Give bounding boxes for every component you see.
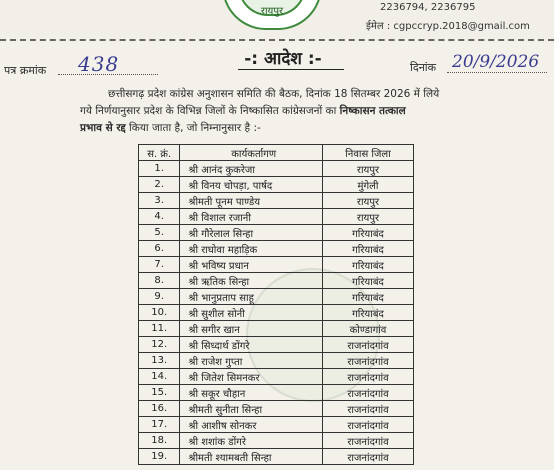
email-address: ईमेल : cgpccryp.2018@gmail.com <box>366 21 530 32</box>
row-name: श्री शशांक डोंगरे <box>180 433 323 449</box>
row-district: मुंगेली <box>323 177 414 193</box>
table-row <box>139 417 414 433</box>
table-row <box>139 273 414 289</box>
body-line-1: छत्तीसगढ़ प्रदेश कांग्रेस अनुशासन समिति की बैठक, दिनांक 18 सितम्बर 2026 में लिये <box>108 88 440 100</box>
row-name: श्री विशाल रजानी <box>180 209 323 225</box>
table-row <box>139 449 414 465</box>
table-row <box>139 241 414 257</box>
table-header-row <box>139 145 414 161</box>
letter-number-value: 438 <box>78 52 120 76</box>
row-district: राजनांदगांव <box>323 385 414 401</box>
table-row <box>139 337 414 353</box>
table-row <box>139 321 414 337</box>
body-line-2-bold: निष्कासन तत्काल <box>339 105 406 117</box>
letter-number-label: पत्र क्रमांक <box>4 64 47 77</box>
table-row <box>139 289 414 305</box>
header-name: कार्यकर्तागण <box>180 145 323 161</box>
row-name: श्री आशीष सोनकर <box>180 417 323 433</box>
table-row <box>139 209 414 225</box>
row-serial: 10. <box>139 305 180 321</box>
row-serial: 8. <box>139 273 180 289</box>
row-serial: 12. <box>139 337 180 353</box>
row-name: श्री भविष्य प्रधान <box>180 257 323 273</box>
row-name: श्री सकूर चौहान <box>180 385 323 401</box>
row-serial: 2. <box>139 177 180 193</box>
table-row <box>139 369 414 385</box>
table-row <box>139 353 414 369</box>
order-title-row <box>0 46 554 86</box>
row-serial: 19. <box>139 449 180 465</box>
table-row <box>139 385 414 401</box>
row-district: गरियाबंद <box>323 257 414 273</box>
row-name: श्रीमती पूनम पाण्डेय <box>180 193 323 209</box>
row-district: राजनांदगांव <box>323 433 414 449</box>
row-serial: 3. <box>139 193 180 209</box>
row-serial: 17. <box>139 417 180 433</box>
header-serial: स. क्रं. <box>139 145 180 161</box>
row-name: श्रीमती श्यामबती सिन्हा <box>180 449 323 465</box>
order-title: -: आदेश :- <box>244 49 322 69</box>
row-name: श्री भानुप्रताप साहू <box>180 289 323 305</box>
row-district: गरियाबंद <box>323 273 414 289</box>
table-row <box>139 161 414 177</box>
row-district: रायपुर <box>323 161 414 177</box>
row-serial: 15. <box>139 385 180 401</box>
row-serial: 7. <box>139 257 180 273</box>
row-district: गरियाबंद <box>323 225 414 241</box>
table-row <box>139 257 414 273</box>
date-dotted-line <box>447 72 547 73</box>
body-line-2: गये निर्णयानुसार प्रदेश के विभिन्न जिलों के निष्कासित कांग्रेसजनों का <box>80 105 337 117</box>
row-name: श्री सुशील सोनी <box>180 305 323 321</box>
table-row <box>139 177 414 193</box>
letterhead <box>0 0 554 38</box>
row-name: श्री राघोवा महाड़िक <box>180 241 323 257</box>
row-serial: 13. <box>139 353 180 369</box>
row-district: गरियाबंद <box>323 241 414 257</box>
row-serial: 11. <box>139 321 180 337</box>
row-serial: 18. <box>139 433 180 449</box>
phone-numbers: 2236794, 2236795 <box>380 2 476 13</box>
table-row <box>139 433 414 449</box>
header-divider <box>0 39 554 41</box>
order-body-text <box>80 86 540 137</box>
row-name: श्री ऋतिक सिन्हा <box>180 273 323 289</box>
row-district: राजनांदगांव <box>323 353 414 369</box>
row-district: गरियाबंद <box>323 305 414 321</box>
row-name: श्री आनंद कुकरेजा <box>180 161 323 177</box>
table-row <box>139 401 414 417</box>
body-line-3: किया जाता है, जो निम्नानुसार है :- <box>129 122 261 134</box>
row-district: गरियाबंद <box>323 289 414 305</box>
date-label: दिनांक <box>410 61 437 74</box>
table-row <box>139 305 414 321</box>
row-name: श्री गौरेलाल सिन्हा <box>180 225 323 241</box>
table-row <box>139 193 414 209</box>
row-name: श्री सिध्दार्थ डोंगरे <box>180 337 323 353</box>
row-serial: 6. <box>139 241 180 257</box>
table-row <box>139 225 414 241</box>
row-serial: 1. <box>139 161 180 177</box>
logo-city-label: रायपुर <box>260 6 284 17</box>
row-serial: 4. <box>139 209 180 225</box>
row-district: रायपुर <box>323 209 414 225</box>
row-district: रायपुर <box>323 193 414 209</box>
row-name: श्री जितेश सिमनकर <box>180 369 323 385</box>
party-logo-icon <box>222 0 322 30</box>
row-district: राजनांदगांव <box>323 449 414 465</box>
date-value: 20/9/2026 <box>452 52 540 72</box>
row-name: श्री सगीर खान <box>180 321 323 337</box>
row-serial: 5. <box>139 225 180 241</box>
row-serial: 14. <box>139 369 180 385</box>
row-district: कोण्डागांव <box>323 321 414 337</box>
row-district: राजनांदगांव <box>323 369 414 385</box>
row-name: श्रीमती सुनीता सिन्हा <box>180 401 323 417</box>
body-line-3-bold: प्रभाव से रद्द <box>80 122 126 134</box>
row-serial: 9. <box>139 289 180 305</box>
row-name: श्री राजेश गुप्ता <box>180 353 323 369</box>
order-title-underline <box>238 69 344 70</box>
header-district: निवास जिला <box>323 145 414 161</box>
members-table <box>138 144 414 465</box>
row-district: राजनांदगांव <box>323 401 414 417</box>
row-district: राजनांदगांव <box>323 337 414 353</box>
row-serial: 16. <box>139 401 180 417</box>
row-district: राजनांदगांव <box>323 417 414 433</box>
row-name: श्री विनय चोपड़ा, पार्षद <box>180 177 323 193</box>
